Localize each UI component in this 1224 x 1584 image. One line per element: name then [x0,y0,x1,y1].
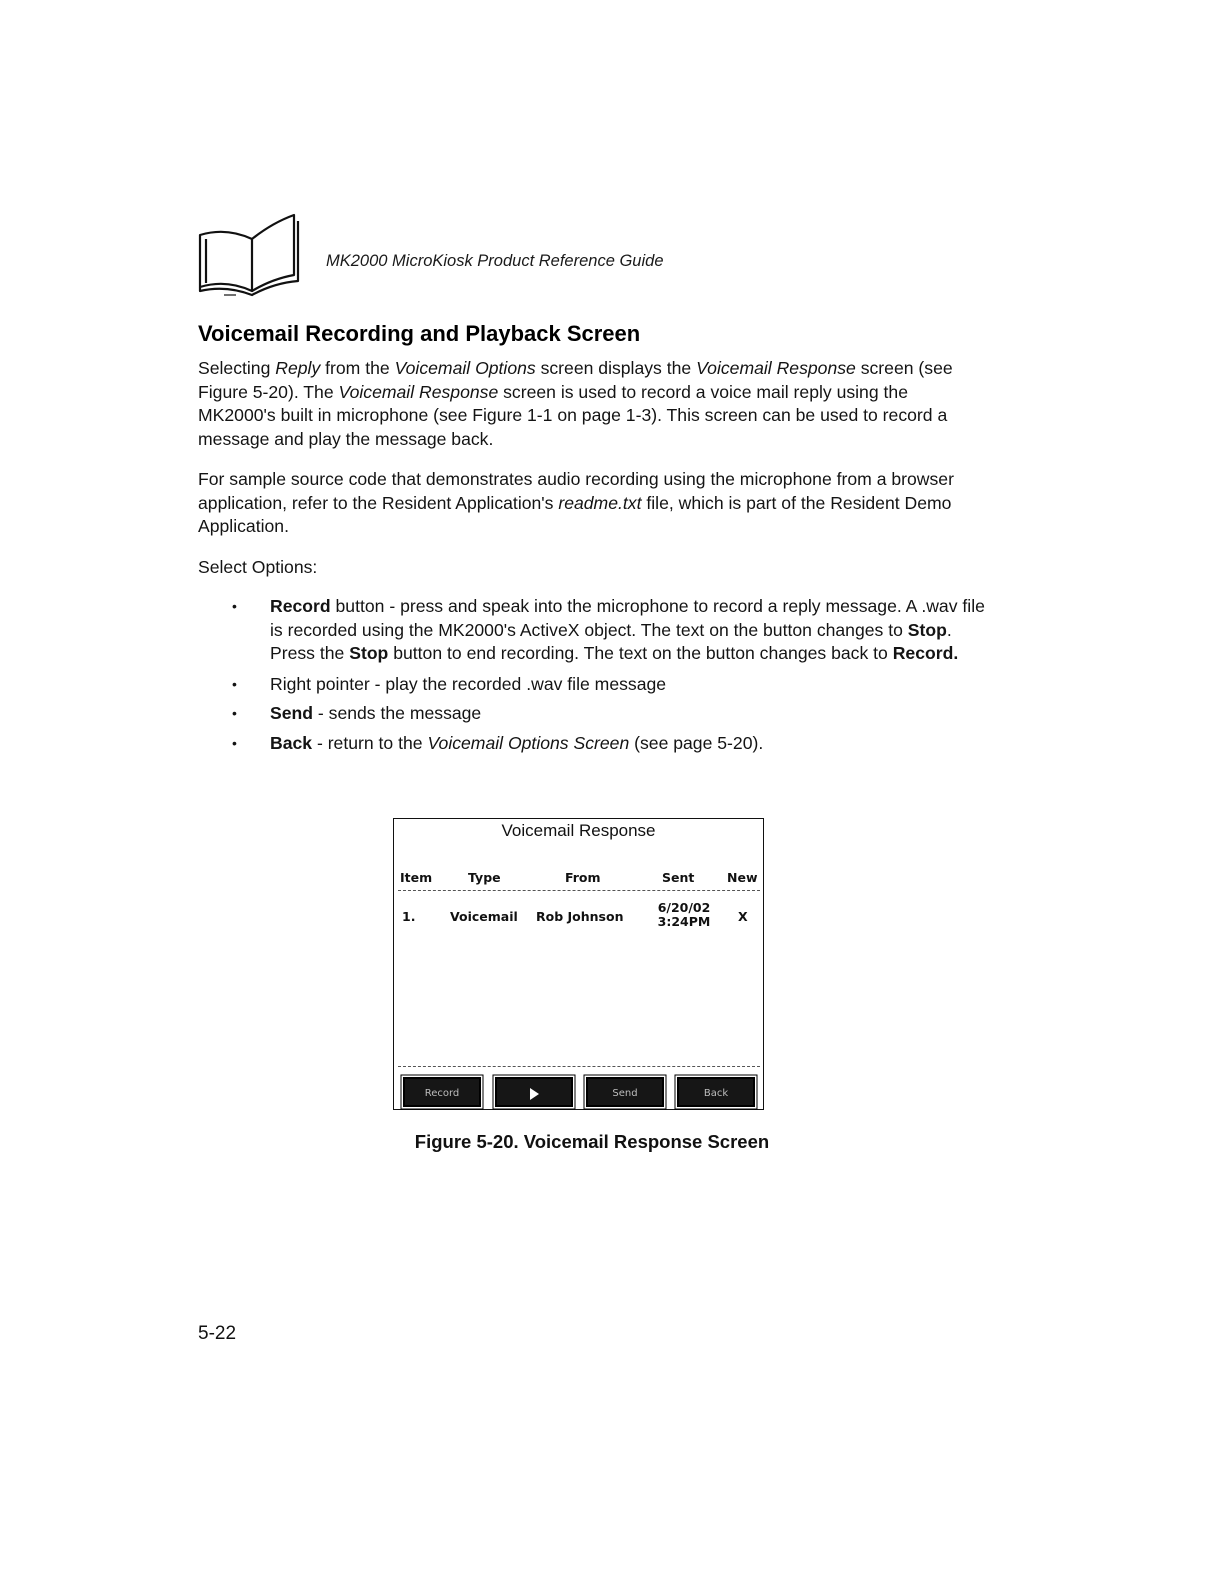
play-button[interactable] [495,1077,573,1107]
open-book-icon [196,213,302,297]
list-item [228,673,988,697]
play-triangle-icon [530,1088,539,1100]
row-sent-date: 6/20/02 [657,900,711,915]
options-list [228,595,988,761]
row-from: Rob Johnson [536,909,624,924]
list-item [228,732,988,756]
header-divider [398,890,760,891]
section-title: Voicemail Recording and Playback Screen [198,321,641,346]
sample-code-paragraph: For sample source code that demonstrates audio recording using the microphone from a browser application, refer to the Resident Application's readme.txt file, which is part of the Resident Demo Application. [198,469,954,536]
row-type: Voicemail [450,909,518,924]
voicemail-response-screen [393,818,764,1110]
column-header-type: Type [468,870,501,885]
bullet-icon: • [232,734,237,751]
row-sent-time: 3:24PM [657,914,711,929]
column-header-from: From [565,870,601,885]
page-number: 5-22 [198,1323,237,1344]
back-button[interactable]: Back [677,1077,755,1107]
column-header-item: Item [400,870,433,885]
screen-title: Voicemail Response [501,821,656,840]
footer-divider [398,1066,760,1067]
row-sent [652,901,716,929]
list-item-text: Right pointer - play the recorded .wav file message [270,673,667,694]
figure-caption: Figure 5-20. Voicemail Response Screen [414,1131,770,1152]
send-button[interactable]: Send [586,1077,664,1107]
column-header-new: New [727,870,758,885]
row-item: 1. [402,909,416,924]
list-item-text: Back - return to the Voicemail Options Screen (see page 5-20). [270,732,764,753]
button-bar [400,1077,756,1107]
record-button[interactable]: Record [403,1077,481,1107]
list-item [228,595,988,666]
bullet-icon: • [232,675,237,692]
column-header-sent: Sent [662,870,695,885]
select-options-label: Select Options: [198,557,318,577]
intro-paragraph: Selecting Reply from the Voicemail Options screen displays the Voicemail Response screen (see Figure 5-20). The Voicemail Response screen is used to record a voice mail reply using the MK2000's built in microphone (see Figure 1-1 on page 1-3). This screen can be used to record a message and play the message back. [198,358,953,449]
list-item-text: Record button - press and speak into the microphone to record a reply message. A .wav file is recorded using the MK2000's ActiveX object. The text on the button changes to Stop. Press the Stop button to end recording. The text on the button changes back to Record. [270,596,985,663]
list-item [228,702,988,726]
list-item-text: Send - sends the message [270,703,482,723]
bullet-icon: • [232,598,237,614]
running-header-title: MK2000 MicroKiosk Product Reference Guide [326,252,664,270]
row-new-flag: X [738,909,748,924]
bullet-icon: • [232,705,237,721]
